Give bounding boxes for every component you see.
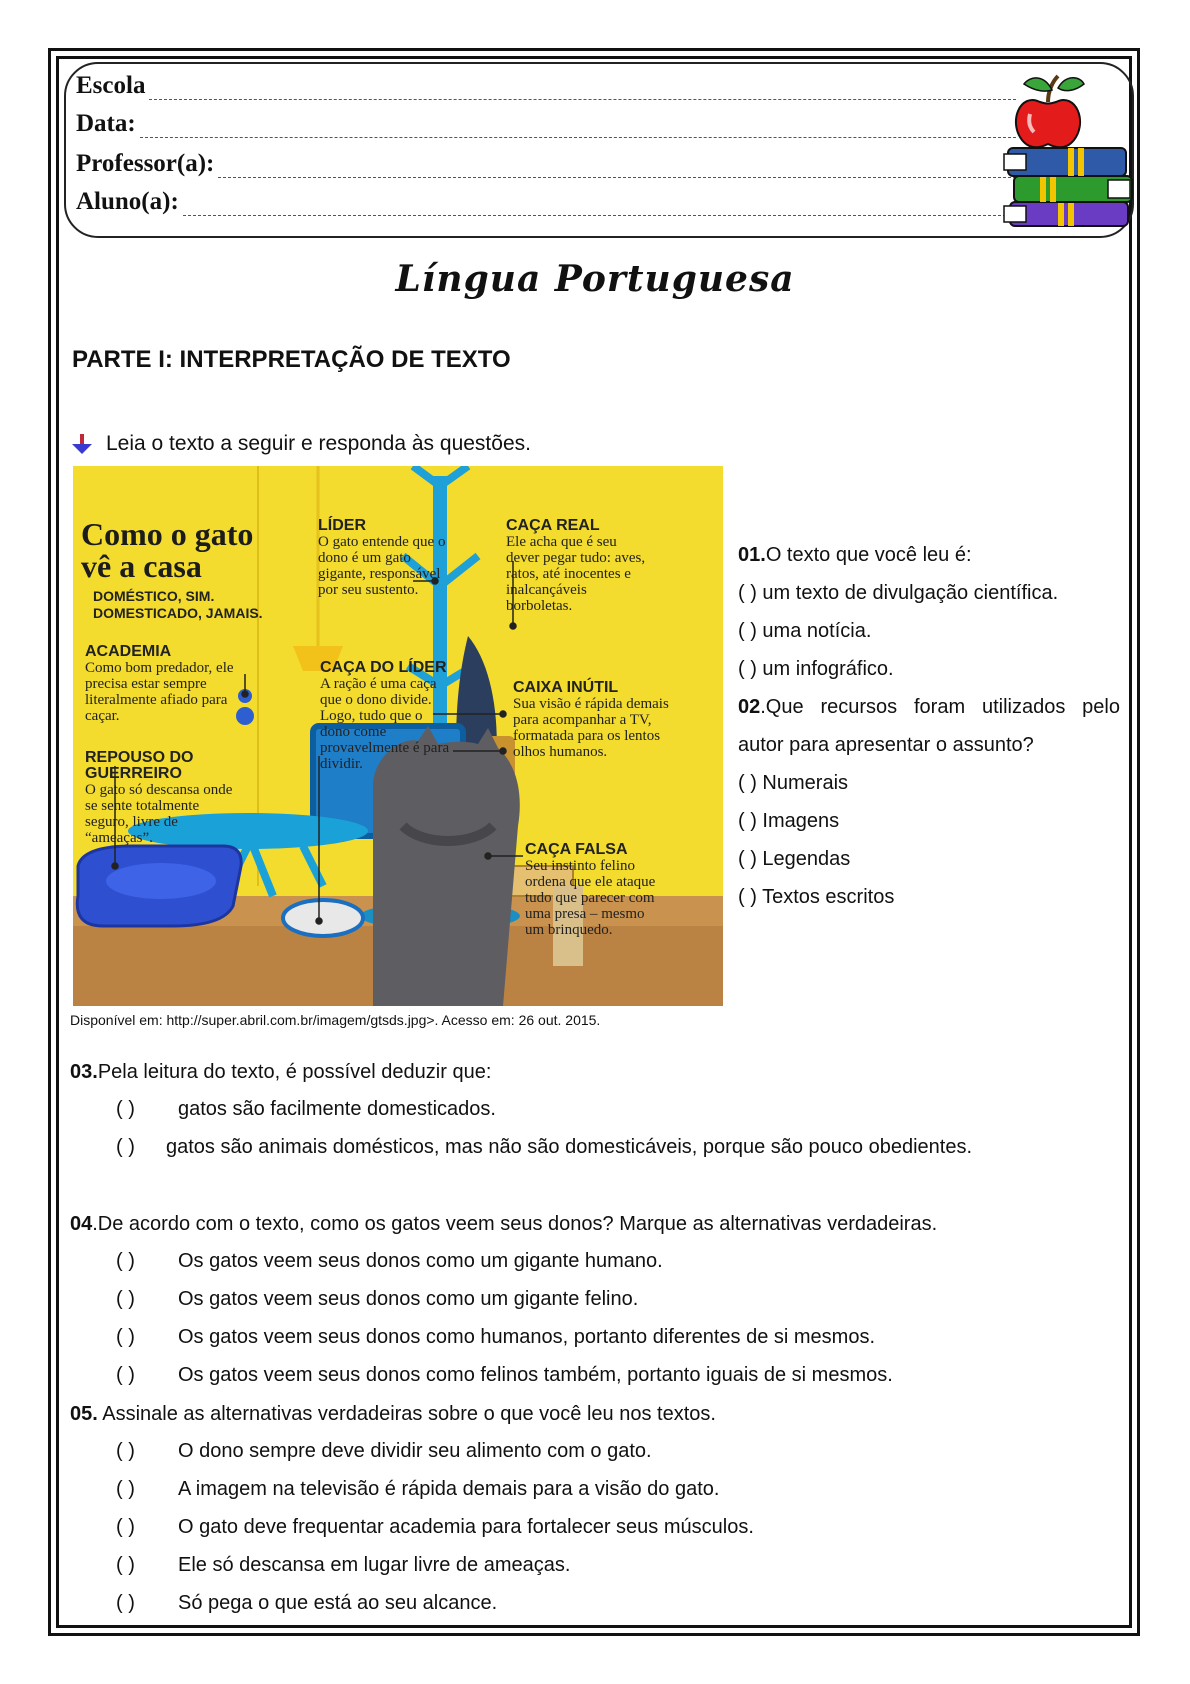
q01-option[interactable]: ( ) um infográfico. — [738, 658, 894, 680]
school-label: Escola — [76, 72, 146, 99]
student-field[interactable] — [76, 188, 1016, 216]
caption-caca-real: CAÇA REAL Ele acha que é seu dever pegar tudo: aves, ratos, até inocentes e inalcançáveis borboletas. — [506, 517, 646, 614]
q04-prompt: 04.De acordo com o texto, como os gatos veem seus donos? Marque as alternativas verdadeiras. — [70, 1213, 938, 1235]
q03-option[interactable]: ( ) gatos são facilmente domesticados. — [116, 1098, 496, 1120]
caption-caca-falsa: CAÇA FALSA Seu instinto felino ordena que ele ataque tudo que parecer com uma presa – mesmo um brinquedo. — [525, 841, 656, 938]
part-title: PARTE I: INTERPRETAÇÃO DE TEXTO — [72, 346, 511, 373]
source-citation: Disponível em: http://super.abril.com.br/imagem/gtsds.jpg>. Acesso em: 26 out. 2015. — [70, 1012, 601, 1028]
infographic-image — [73, 466, 723, 1006]
instruction — [70, 432, 531, 456]
page-title: Língua Portuguesa — [395, 258, 795, 300]
teacher-label: Professor(a): — [76, 150, 215, 177]
student-label: Aluno(a): — [76, 188, 179, 215]
q01-option[interactable]: ( ) uma notícia. — [738, 620, 872, 642]
q05-option[interactable]: ( ) O dono sempre deve dividir seu alimento com o gato. — [116, 1440, 652, 1462]
q02-option[interactable]: ( ) Textos escritos — [738, 886, 895, 908]
apple-books-icon — [1000, 62, 1140, 232]
q02-option[interactable]: ( ) Numerais — [738, 772, 849, 794]
q05-option[interactable]: ( ) A imagem na televisão é rápida demais para a visão do gato. — [116, 1478, 720, 1500]
infographic-title: Como o gato vê a casa — [81, 516, 254, 584]
date-field[interactable] — [76, 110, 1016, 138]
school-field[interactable] — [76, 72, 1016, 100]
q02-prompt-line1: 02.Que recursos foram utilizados pelo — [738, 696, 1120, 718]
q01-prompt: 01.O texto que você leu é: — [738, 544, 972, 566]
caption-caca-lider: CAÇA DO LÍDER A ração é uma caça que o dono divide. Logo, tudo que o dono come provavelmente é para dividir. — [320, 659, 450, 772]
q04-option[interactable]: ( ) Os gatos veem seus donos como um gigante felino. — [116, 1288, 639, 1310]
caption-academia: ACADEMIA Como bom predador, ele precisa estar sempre literalmente afiado para caçar. — [85, 643, 234, 724]
q05-prompt: 05. Assinale as alternativas verdadeiras sobre o que você leu nos textos. — [70, 1403, 716, 1425]
q03-option[interactable]: ( ) gatos são animais domésticos, mas não são domesticáveis, porque são pouco obedientes. — [116, 1136, 973, 1158]
teacher-field[interactable] — [76, 150, 1016, 178]
q02-option[interactable]: ( ) Imagens — [738, 810, 840, 832]
q05-option[interactable]: ( ) Só pega o que está ao seu alcance. — [116, 1592, 498, 1614]
q01-option[interactable]: ( ) um texto de divulgação científica. — [738, 582, 1059, 604]
q05-option[interactable]: ( ) O gato deve frequentar academia para fortalecer seus músculos. — [116, 1516, 754, 1538]
q02-prompt-line2: autor para apresentar o assunto? — [738, 734, 1034, 756]
q04-option[interactable]: ( ) Os gatos veem seus donos como felinos também, portanto iguais de si mesmos. — [116, 1364, 893, 1386]
caption-lider: LÍDER O gato entende que o dono é um gato gigante, responsável por seu sustento. — [318, 517, 446, 598]
q05-option[interactable]: ( ) Ele só descansa em lugar livre de ameaças. — [116, 1554, 571, 1576]
caption-caixa-inutil: CAIXA INÚTIL Sua visão é rápida demais para acompanhar a TV, formatada para os lentos olhos humanos. — [513, 679, 669, 760]
q02-option[interactable]: ( ) Legendas — [738, 848, 851, 870]
instruction-text: Leia o texto a seguir e responda às questões. — [106, 432, 531, 455]
infographic-subtitle: DOMÉSTICO, SIM. DOMESTICADO, JAMAIS. — [93, 588, 263, 621]
q04-option[interactable]: ( ) Os gatos veem seus donos como humanos, portanto diferentes de si mesmos. — [116, 1326, 876, 1348]
caption-repouso: REPOUSO DO GUERREIRO O gato só descansa onde se sente totalmente seguro, livre de “ameaças”. — [85, 749, 233, 846]
q03-prompt: 03.Pela leitura do texto, é possível deduzir que: — [70, 1061, 492, 1083]
q04-option[interactable]: ( ) Os gatos veem seus donos como um gigante humano. — [116, 1250, 663, 1272]
date-label: Data: — [76, 110, 136, 137]
down-arrow-icon — [70, 432, 94, 456]
